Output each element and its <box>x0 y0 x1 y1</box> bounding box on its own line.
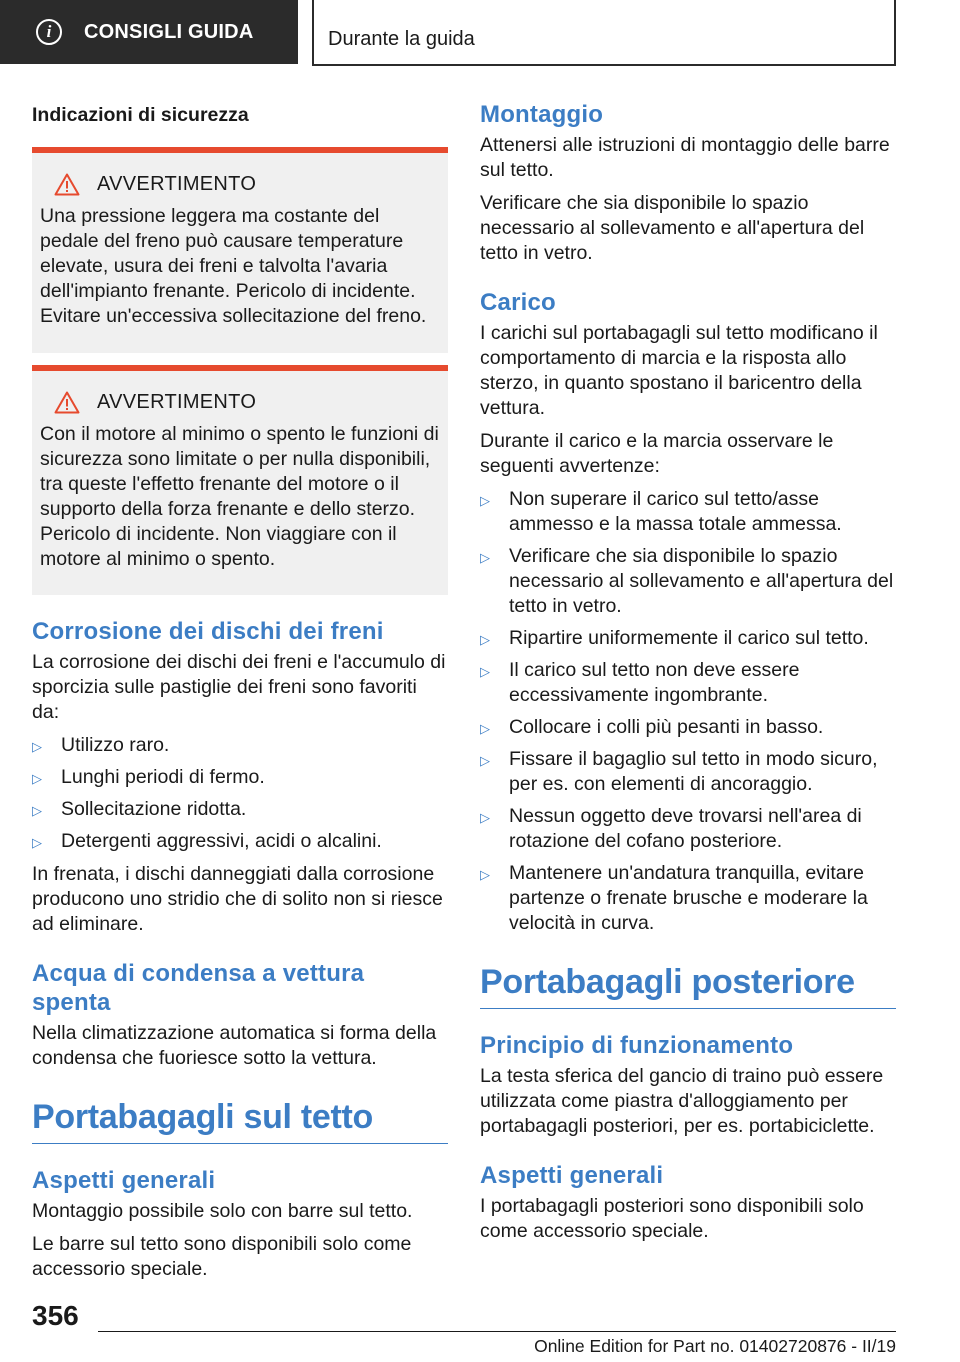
roof-rack-heading: Portabagagli sul tetto <box>32 1097 448 1144</box>
mounting-p1: Attenersi alle istruzioni di montaggio delle barre sul tetto. <box>480 134 890 181</box>
page-number: 356 <box>32 1300 79 1331</box>
triangle-bullet-icon: ▷ <box>480 810 490 825</box>
load-heading: Carico <box>480 289 556 316</box>
header-section-title: Durante la guida <box>312 0 896 66</box>
warning-triangle-icon <box>54 173 80 196</box>
list-item: ▷ Nessun oggetto deve trovarsi nell'area di rotazione del cofano posteriore. <box>480 805 862 852</box>
triangle-bullet-icon: ▷ <box>32 835 42 850</box>
list-item: ▷ Detergenti aggressivi, acidi o alcalini. <box>32 829 448 854</box>
warning-text-1: Una pressione leggera ma costante del pedale del freno può causare temperature elevate, usura dei freni e talvolta l'avaria dell'impianto frenante. Pericolo di incidente. Evitare un'eccessiva sollecitazione del freno. <box>40 205 427 327</box>
header-tab <box>0 0 298 64</box>
triangle-bullet-icon: ▷ <box>480 721 490 736</box>
list-item: ▷ Sollecitazione ridotta. <box>32 797 448 822</box>
triangle-bullet-icon: ▷ <box>480 550 490 565</box>
left-column <box>32 100 448 1290</box>
footer-divider <box>98 1331 896 1332</box>
info-icon: i <box>36 19 62 45</box>
safety-heading: Indicazioni di sicurezza <box>32 104 249 126</box>
triangle-bullet-icon: ▷ <box>32 771 42 786</box>
rear-rack-general-text: I portabagagli posteriori sono disponibili solo come accessorio speciale. <box>480 1195 864 1242</box>
triangle-bullet-icon: ▷ <box>480 867 490 882</box>
triangle-bullet-icon: ▷ <box>32 739 42 754</box>
rear-rack-heading: Portabagagli posteriore <box>480 962 896 1009</box>
warning-text-2: Con il motore al minimo o spento le funzioni di sicurezza sono limitate o per nulla disponibili, tra queste l'effetto frenante del motore o il supporto della forza frenante e dello sterzo. Pericolo di incidente. Non viaggiare con il motore al minimo o spento. <box>40 423 439 570</box>
list-item: ▷ Lunghi periodi di fermo. <box>32 765 448 790</box>
warning-title-1: AVVERTIMENTO <box>97 173 257 195</box>
roof-rack-p1: Montaggio possibile solo con barre sul tetto. <box>32 1200 413 1222</box>
condensation-heading: Acqua di condensa a vettura spenta <box>32 960 365 1016</box>
list-item: ▷ Il carico sul tetto non deve essere eccessivamente ingombrante. <box>480 659 800 706</box>
principle-heading: Principio di funzionamento <box>480 1032 794 1059</box>
list-item: ▷ Ripartire uniformemente il carico sul tetto. <box>480 626 896 651</box>
right-column <box>480 100 896 1252</box>
triangle-bullet-icon: ▷ <box>32 803 42 818</box>
triangle-bullet-icon: ▷ <box>480 664 490 679</box>
header-tab-label: CONSIGLI GUIDA <box>84 20 254 43</box>
list-item: ▷ Utilizzo raro. <box>32 733 448 758</box>
load-p2: Durante il carico e la marcia osservare le seguenti avvertenze: <box>480 430 834 477</box>
load-list <box>480 487 896 936</box>
footer-edition: Online Edition for Part no. 01402720876 - II/19 <box>534 1336 896 1356</box>
corrosion-intro: La corrosione dei dischi dei freni e l'accumulo di sporcizia sulle pastiglie dei freni sono favoriti da: <box>32 651 446 723</box>
principle-text: La testa sferica del gancio di traino può essere utilizzata come piastra d'alloggiamento per portabagagli posteriori, per es. portabiciclette. <box>480 1065 884 1137</box>
triangle-bullet-icon: ▷ <box>480 493 490 508</box>
corrosion-list <box>32 733 448 854</box>
load-p1: I carichi sul portabagagli sul tetto modificano il comportamento di marcia e la risposta allo sterzo, in quanto spostano il baricentro della vettura. <box>480 322 878 419</box>
mounting-p2: Verificare che sia disponibile lo spazio necessario al sollevamento e all'apertura del tetto in vetro. <box>480 192 865 264</box>
warning-title-2: AVVERTIMENTO <box>97 391 257 413</box>
list-item: ▷ Non superare il carico sul tetto/asse ammesso e la massa totale ammessa. <box>480 488 842 535</box>
roof-rack-p2: Le barre sul tetto sono disponibili solo come accessorio speciale. <box>32 1233 412 1280</box>
triangle-bullet-icon: ▷ <box>480 753 490 768</box>
corrosion-outro: In frenata, i dischi danneggiati dalla corrosione producono uno stridio che di solito non si riesce ad eliminare. <box>32 863 443 935</box>
list-item: ▷ Fissare il bagaglio sul tetto in modo sicuro, per es. con elementi di ancoraggio. <box>480 748 878 795</box>
warning-triangle-icon <box>54 391 80 414</box>
list-item: ▷ Mantenere un'andatura tranquilla, evitare partenze o frenate brusche e moderare la velocità in curva. <box>480 862 868 934</box>
rear-rack-general-heading: Aspetti generali <box>480 1162 664 1189</box>
warning-box-1 <box>32 147 448 353</box>
mounting-heading: Montaggio <box>480 101 604 128</box>
list-item: ▷ Collocare i colli più pesanti in basso. <box>480 715 896 740</box>
condensation-text: Nella climatizzazione automatica si forma della condensa che fuoriesce sotto la vettura. <box>32 1022 437 1069</box>
triangle-bullet-icon: ▷ <box>480 632 490 647</box>
roof-rack-general-heading: Aspetti generali <box>32 1167 216 1194</box>
list-item: ▷ Verificare che sia disponibile lo spazio necessario al sollevamento e all'apertura del tetto in vetro. <box>480 545 894 617</box>
corrosion-heading: Corrosione dei dischi dei freni <box>32 618 384 645</box>
warning-box-2 <box>32 365 448 595</box>
